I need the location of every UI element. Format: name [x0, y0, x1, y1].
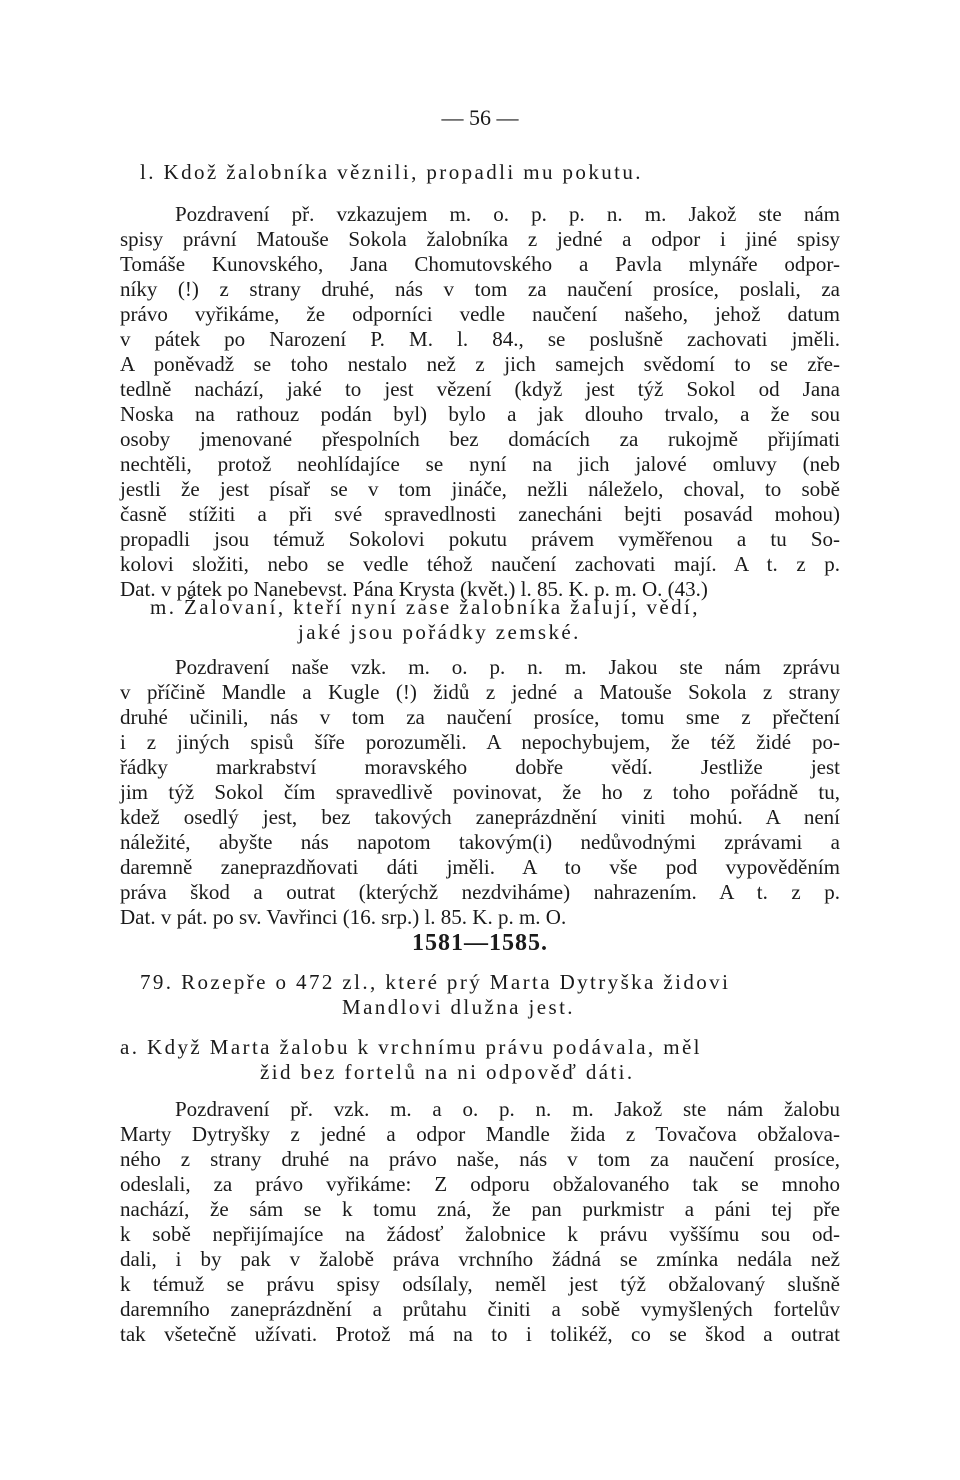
section-l-line: Dat. v pátek po Nanebevst. Pána Krysta (květ.) l. 85. K. p. m. O. (43.): [120, 577, 708, 601]
section-l-line: kolovi složiti, nebo se vedle téhož naučení zachovati mají. A t. z p.: [120, 552, 840, 576]
section-a-heading-cont: žid bez fortelů na ni odpověď dáti.: [260, 1060, 635, 1084]
section-m-heading-cont: jaké jsou pořádky zemské.: [298, 620, 581, 644]
section-m-line: řádky markrabství moravského dobře vědí. Jestliže jest: [120, 755, 840, 779]
section-l-line: tedlně nachází, jaké to jest vězení (když jest týž Sokol od Jana: [120, 377, 840, 401]
section-l-line: nechtěli, protož neohlídajíce se nyní na jich jalové omluvy (neb: [120, 452, 840, 476]
section-l-heading: l. Kdož žalobníka věznili, propadli mu pokutu.: [140, 160, 643, 184]
section-l-line: A poněvadž se toho nestalo než z jich samejch svědomí to se zře-: [120, 352, 840, 376]
section-79-heading-cont: Mandlovi dlužna jest.: [342, 995, 575, 1019]
section-m-heading: m. Žalovaní, kteří nyní zase žalobníka žalují, vědí,: [150, 595, 700, 619]
section-l-line: v pátek po Narození P. M. l. 84., se poslušně zachovati jměli.: [120, 327, 840, 351]
section-a-line: k témuž se právu spisy odsílaly, neměl jest týž obžalovaný slušně: [120, 1272, 840, 1296]
section-79-heading: 79. Rozepře o 472 zl., které prý Marta Dytryška židovi: [140, 970, 731, 994]
section-m-line: v příčině Mandle a Kugle (!) židů z jedné a Matouše Sokola z strany: [120, 680, 840, 704]
section-l-line: právo vyřikáme, že odporníci vedle naučení našeho, jehož datum: [120, 302, 840, 326]
section-m-line: Pozdravení naše vzk. m. o. p. n. m. Jakou ste nám zprávu: [175, 655, 840, 679]
page-number: — 56 —: [441, 105, 519, 130]
section-m-line: druhé učinili, nás v tom za naučení prosíce, tomu sme z přečtení: [120, 705, 840, 729]
section-a-line: Marty Dytryšky z jedné a odpor Mandle žida z Tovačova obžalova-: [120, 1122, 840, 1146]
section-m-line: daremně zaneprazdňovati dáti jměli. A to vše pod vypověděním: [120, 855, 840, 879]
section-l-line: jestli že jest písař se v tom jináče, nežli náleželo, choval, to sobě: [120, 477, 840, 501]
section-a-line: dali, i by pak v žalobě práva vrchního žádná se zmínka nedála než: [120, 1247, 840, 1271]
section-a-line: odeslali, za právo vyřikáme: Z odporu obžalovaného tak se mnoho: [120, 1172, 840, 1196]
section-a-line: tak všetečně užívati. Protož má na to i tolikéž, co se škod a outrat: [120, 1322, 840, 1346]
section-l-line: Noska na rathouz podán byl) bylo a jak dlouho trvalo, a že sou: [120, 402, 840, 426]
section-m-line: práva škod a outrat (kterýchž nezdviháme) nahrazením. A t. z p.: [120, 880, 840, 904]
section-l-line: osoby jmenované přespolních bez domácích za rukojmě přijímati: [120, 427, 840, 451]
section-a-line: k sobě nepřijímajíce na žádosť žalobnice k právu vyššímu sou od-: [120, 1222, 840, 1246]
section-a-line: ného z strany druhé na právo naše, nás v tom za naučení prosíce,: [120, 1147, 840, 1171]
section-m-line: i z jiných spisů šíře porozuměli. A nepochybujem, že též židé po-: [120, 730, 840, 754]
section-m-line: kdež osedlý jest, bez takových zaneprázdnění viniti mohú. A není: [120, 805, 840, 829]
year-range-heading: 1581—1585.: [412, 930, 548, 956]
section-a-line: daremního zaneprázdnění a průtahu činiti a sobě vymyšlených fortelův: [120, 1297, 840, 1321]
section-a-line: Pozdravení př. vzk. m. a o. p. n. m. Jakož ste nám žalobu: [175, 1097, 840, 1121]
section-m-line: Dat. v pát. po sv. Vavřinci (16. srp.) l. 85. K. p. m. O.: [120, 905, 567, 929]
section-m-line: náležité, abyšte nás napotom takovým(i) nedůvodnými zprávami a: [120, 830, 840, 854]
section-l-line: propadli jsou témuž Sokolovi pokutu právem vyměřenou a tu So-: [120, 527, 840, 551]
section-l-line: časně stížiti a při své spravedlnosti zanecháni bejti posavád mohou): [120, 502, 840, 526]
section-m-line: jim týž Sokol čím spravedlivě povinovat, že ho z toho pořádně tu,: [120, 780, 840, 804]
section-l-line: spisy právní Matouše Sokola žalobníka z jedné a odpor i jiné spisy: [120, 227, 840, 251]
section-a-heading: a. Když Marta žalobu k vrchnímu právu podávala, měl: [120, 1035, 702, 1059]
section-l-line: Pozdravení př. vzkazujem m. o. p. p. n. m. Jakož ste nám: [175, 202, 840, 226]
section-l-line: níky (!) z strany druhé, nás v tom za naučení prosíce, poslali, za: [120, 277, 840, 301]
section-a-line: nachází, že sám se k tomu zná, že pan purkmistr a páni tej pře: [120, 1197, 840, 1221]
section-l-line: Tomáše Kunovského, Jana Chomutovského a Pavla mlynáře odpor-: [120, 252, 840, 276]
